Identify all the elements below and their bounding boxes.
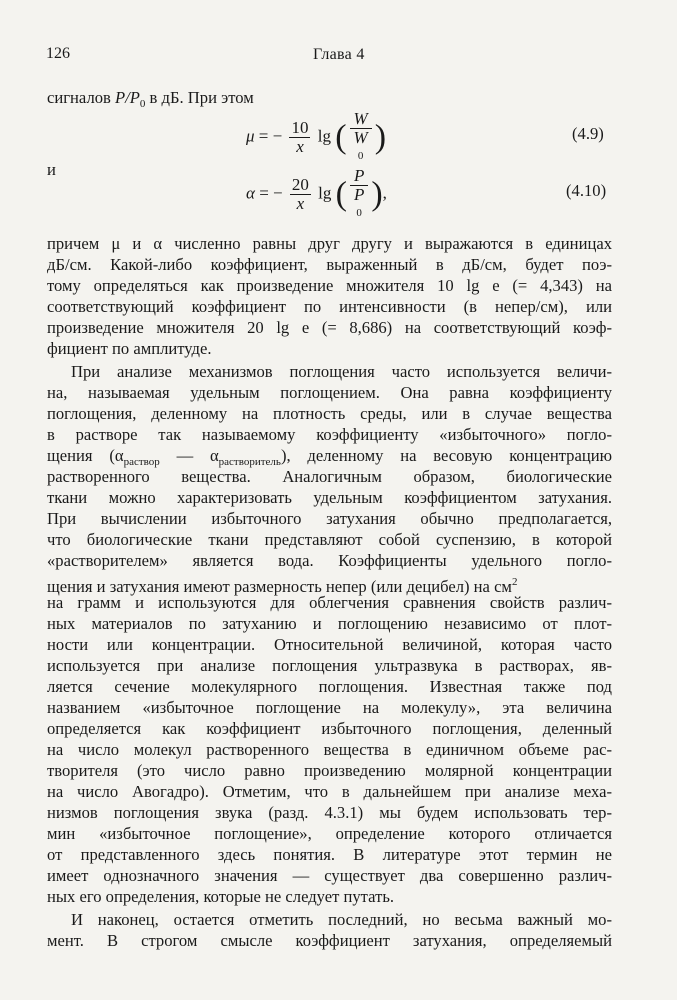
equation-number-4-10: (4.10) [566,181,607,200]
paragraph-line: низмов поглощения звука (разд. 4.3.1) мы будем использовать тер- [47,803,612,822]
paragraph-line: в растворе так называемому коэффициенту «избыточного» погло- [47,425,612,444]
paragraph-line: мин «избыточное поглощение», определение которого отличается [47,824,612,843]
paragraph-line: При анализе механизмов поглощения часто используется величи- [71,362,612,381]
paragraph-line: ляется сечение молекулярного поглощения. Известная также под [47,677,612,696]
paragraph-line: творителя (это число равно произведению молярной концентрации [47,761,612,780]
paragraph-line: растворенного вещества. Аналогичным образом, биологические [47,467,612,486]
paragraph-line: ных материалов по затуханию и поглощению независимо от плот- [47,614,612,633]
paragraph-line: щения ($\alpha_{раствор}$ — $\alpha_{растворитель}$), деленному на весовую концентрацию [47,446,612,468]
equation-number-4-9: (4.9) [572,124,604,143]
paragraph-line: «растворителем» является вода. Коэффициенты удельного погло- [47,551,612,570]
paragraph-line: на число Авогадро). Отметим, что в дальнейшем при анализе меха- [47,782,612,801]
paragraph-line: на грамм и используются для облегчения сравнения свойств различ- [47,593,612,612]
paragraph-line: щения и затухания имеют размерность непер (или децибел) на $см^2$ [47,576,518,596]
paragraph-line: используется при анализе поглощения ультразвука в растворах, яв- [47,656,612,675]
paragraph-line: И наконец, остается отметить последний, но весьма важный мо- [71,910,612,929]
paragraph-line: ности или концентрации. Относительной величиной, которая часто [47,635,612,654]
equation-4-9: μ = − $\frac{10}{x}$ lg ( W W 0 ) [246,109,387,162]
paragraph-line: имеет однозначного значения — существует два совершенно различ- [47,866,612,885]
paragraph-line: соответствующий коэффициент по интенсивности (в непер/см), или [47,297,612,316]
paragraph-line: фициент по амплитуде. [47,339,212,358]
page-number: 126 [46,45,70,62]
paragraph-line: от представленного здесь понятия. В литературе этот термин не [47,845,612,864]
paragraph-line: дБ/см. Какой-либо коэффициент, выраженный в дБ/см, будет поэ- [47,255,612,274]
paragraph-line: определяется как коэффициент избыточного поглощения, деленный [47,719,612,738]
paragraph-line: мент. В строгом смысле коэффициент затухания, определяемый [47,931,612,950]
paragraph-line: что биологические ткани представляют собой суспензию, в которой [47,530,612,549]
paragraph-line: названием «избыточное поглощение на молекулу», эта величина [47,698,612,717]
paragraph-line: тому определяться как произведение множителя 10 lg e (= 4,343) на [47,276,612,295]
paragraph-line: на, называемая удельным поглощением. Она равна коэффициенту [47,383,612,402]
paragraph-line: причем μ и α численно равны друг другу и выражаются в единицах [47,234,612,253]
paragraph-line: При вычислении избыточного затухания обычно предполагается, [47,509,612,528]
paragraph-line: поглощения, деленному на плотность среды, или в случае вещества [47,404,612,423]
paragraph-line: произведение множителя 20 lg e (= 8,686) на соответствующий коэф- [47,318,612,337]
chapter-title: Глава 4 [313,46,365,63]
equation-4-10: α = − $\frac{20}{x}$ lg ( P P 0 ), [246,166,387,219]
paragraph-line: ткани можно характеризовать удельным коэффициентом затухания. [47,488,612,507]
intro-line: сигналов $P/P_0$ в дБ. При этом [47,88,254,110]
paragraph-line: на число молекул растворенного вещества в единичном объеме рас- [47,740,612,759]
conjunction: и [47,160,56,179]
paragraph-line: ных его определения, которые не следует путать. [47,887,395,906]
